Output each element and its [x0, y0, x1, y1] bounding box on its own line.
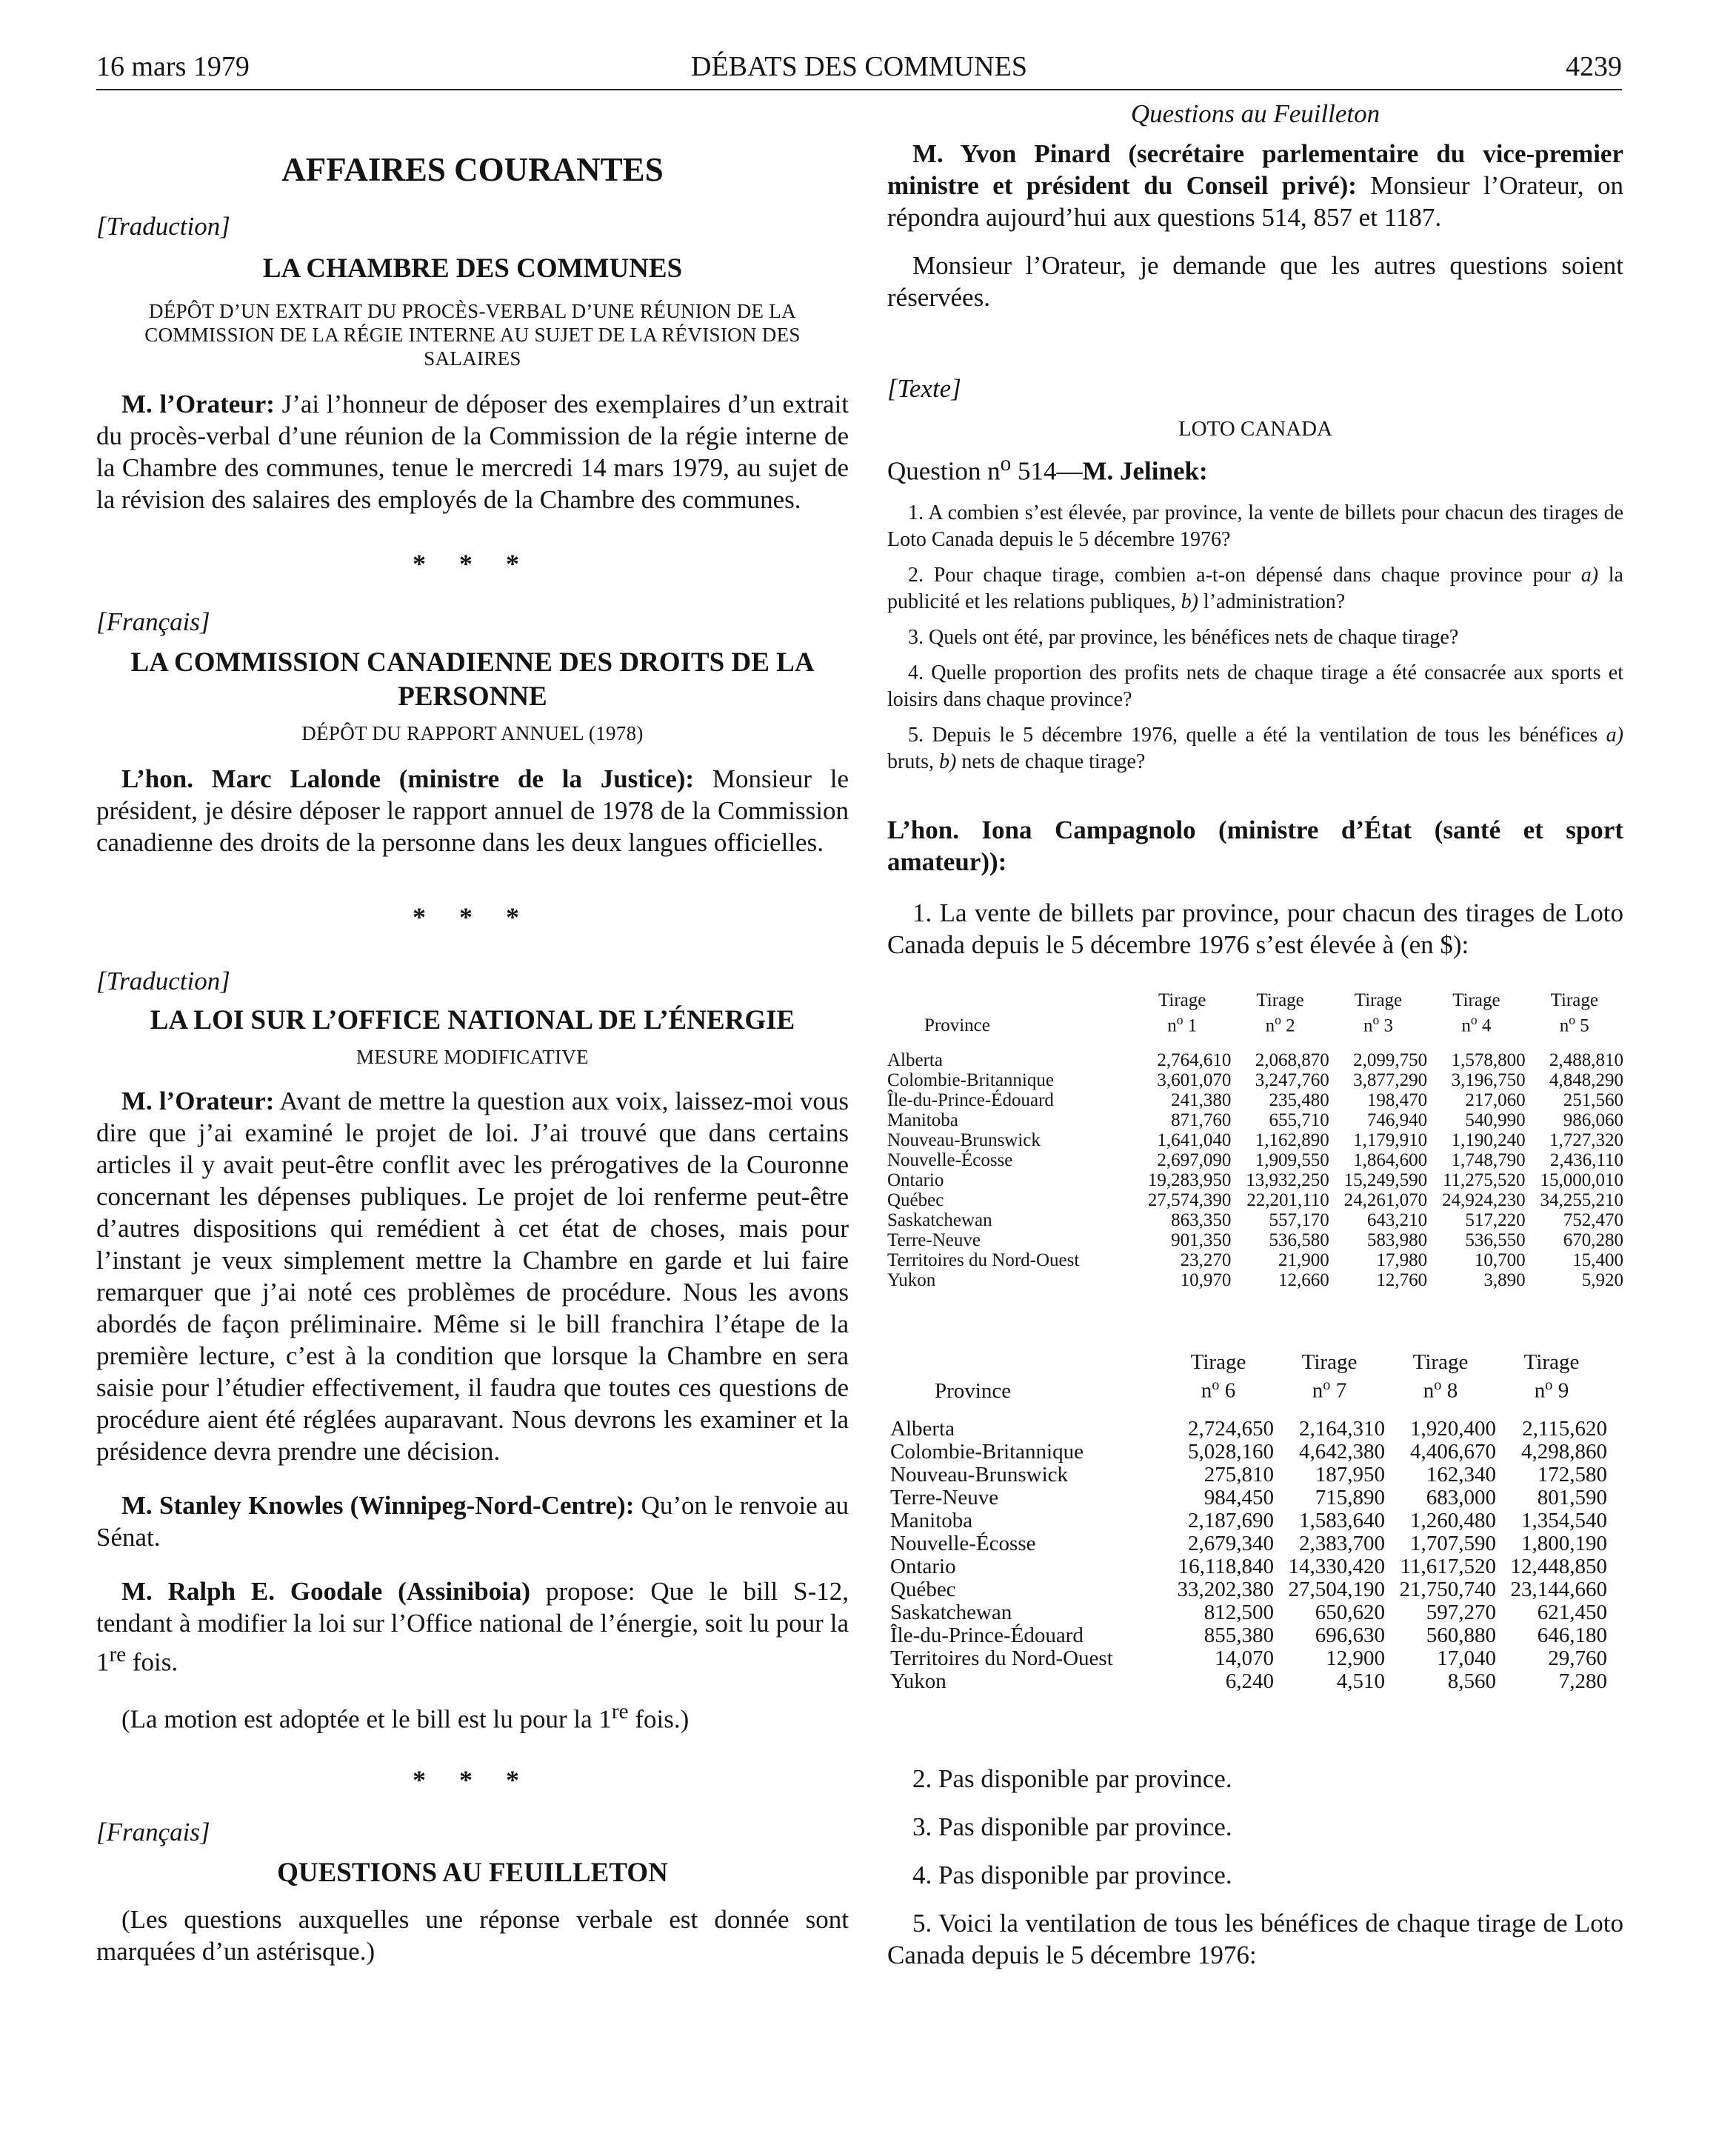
sales-value-cell: 13,932,250 [1246, 1170, 1329, 1190]
sales-value-cell: 583,980 [1366, 1230, 1428, 1250]
sales-value-cell: 10,970 [1180, 1269, 1232, 1290]
tirage-header [1329, 990, 1427, 1035]
speaker-name: M. Ralph E. Goodale (Assiniboia) [121, 1577, 531, 1606]
question-label: Question n [887, 456, 1001, 486]
sales-value-cell: 8,560 [1447, 1669, 1496, 1693]
sales-value-cell: 2,383,700 [1299, 1531, 1385, 1555]
language-marker: [Français] [96, 1818, 210, 1847]
question-3: 3. Quels ont été, par province, les bénéfices nets de chaque tirage? [908, 625, 1459, 649]
tirage-number [1274, 1374, 1385, 1403]
section-separator: * * * [413, 1765, 533, 1795]
table-row [887, 1230, 1623, 1250]
tirage-number [1427, 1010, 1525, 1035]
speaker-name: L’hon. Marc Lalonde (ministre de la Justice): [121, 764, 695, 793]
province-cell: Yukon [887, 1269, 936, 1290]
sales-value-cell: 2,187,690 [1188, 1508, 1274, 1532]
q2-b: b) [1181, 590, 1198, 613]
sales-value-cell: 21,900 [1278, 1250, 1329, 1270]
number-value: 5 [1575, 1015, 1589, 1035]
sales-value-cell: 536,580 [1269, 1230, 1329, 1250]
paragraph-asterisk-note: (Les questions auxquelles une réponse verbale est donnée sont marquées d’un astérisque.) [96, 1905, 849, 1966]
sales-value-cell: 187,950 [1315, 1462, 1385, 1487]
paragraph-orateur-1 [96, 388, 849, 516]
province-cell: Yukon [890, 1669, 947, 1693]
province-cell: Ontario [887, 1170, 944, 1190]
table-row [890, 1624, 1607, 1647]
tirage-label: Tirage [1523, 1349, 1580, 1374]
section-separator: * * * [413, 549, 533, 578]
speech-text: J’ai l’honneur de déposer des exemplaires d’un extrait du procès-verbal d’une réunion de la Commission de la régie interne de la Chambre des communes, tenue le mercredi 14 mars 1979, au sujet de la révision des salaires des employés de la Chambre des communes. [96, 390, 849, 514]
sales-value-cell: 536,550 [1465, 1230, 1526, 1250]
sales-value-cell: 3,196,750 [1451, 1070, 1526, 1090]
sales-value-cell: 6,240 [1225, 1669, 1274, 1693]
speaker-name: M. Yvon Pinard (secrétaire parlementaire du vice-premier ministre et président du Conseil privé): [887, 139, 1623, 200]
sales-value-cell: 172,580 [1537, 1462, 1607, 1487]
province-cell: Île-du-Prince-Édouard [890, 1623, 1084, 1647]
sales-value-cell: 1,727,320 [1549, 1130, 1623, 1150]
answer-5: 5. Voici la ventilation de tous les bénéfices de chaque tirage de Loto Canada depuis le 5 décembre 1976: [887, 1908, 1623, 1969]
number-value: 8 [1441, 1378, 1458, 1403]
province-cell: Île-du-Prince-Édouard [887, 1090, 1054, 1110]
answer-2: 2. Pas disponible par province. [912, 1764, 1232, 1793]
paragraph-motion [96, 1696, 849, 1735]
table-row [890, 1601, 1607, 1624]
speech-text: Monsieur l’Orateur, on répondra aujourd’hui aux questions 514, 857 et 1187. [887, 171, 1623, 232]
province-cell: Colombie-Britannique [887, 1070, 1054, 1090]
superscript: o [1323, 1376, 1331, 1393]
number-value: 4 [1477, 1015, 1492, 1035]
answer-1: 1. La vente de billets par province, pour chacun des tirages de Loto Canada depuis le 5 décembre 1976 s’est élevée à (en $): [887, 898, 1623, 959]
number-value: 6 [1219, 1378, 1236, 1403]
header-title: DÉBATS DES COMMUNES [691, 51, 1027, 82]
sales-value-cell: 24,261,070 [1343, 1190, 1428, 1210]
q2-text-end: l’administration? [1198, 590, 1346, 613]
sales-value-cell: 696,630 [1315, 1623, 1385, 1647]
right-column [887, 99, 1623, 1971]
sales-value-cell: 7,280 [1558, 1669, 1607, 1693]
province-cell: Nouvelle-Écosse [890, 1531, 1036, 1555]
sales-value-cell: 1,864,600 [1353, 1150, 1428, 1170]
sales-value-cell: 984,450 [1203, 1485, 1274, 1509]
sales-value-cell: 14,330,420 [1288, 1554, 1385, 1578]
province-cell: Terre-Neuve [887, 1230, 981, 1250]
superscript: re [109, 1643, 127, 1666]
sales-value-cell: 1,162,890 [1255, 1130, 1329, 1150]
tirage-header [1231, 990, 1329, 1035]
tirage-number [1329, 1010, 1427, 1035]
speech-text-end: fois. [126, 1647, 178, 1677]
speech-text: propose: Que le bill S-12, tendant à modifier la loi sur l’Office national de l’énergie, soit lu pour la 1 [96, 1577, 849, 1677]
sales-value-cell: 1,920,400 [1410, 1416, 1496, 1441]
tirage-header [1385, 1351, 1496, 1403]
tirage-label: Tirage [1550, 990, 1598, 1010]
province-cell: Colombie-Britannique [890, 1439, 1084, 1464]
table-row [890, 1464, 1607, 1487]
speaker-name: M. l’Orateur: [121, 390, 275, 418]
table-row [887, 1110, 1623, 1130]
sales-value-cell: 241,380 [1171, 1090, 1232, 1110]
table-row [887, 1070, 1623, 1090]
tirage-number [1496, 1374, 1607, 1403]
sales-value-cell: 11,275,520 [1442, 1170, 1526, 1190]
answer-4: 4. Pas disponible par province. [912, 1860, 1232, 1889]
sales-value-cell: 2,697,090 [1157, 1150, 1232, 1170]
tirage-label: Tirage [1256, 990, 1304, 1010]
superscript: o [1000, 452, 1012, 476]
sales-value-cell: 235,480 [1269, 1090, 1329, 1110]
number-prefix: n [1265, 1015, 1275, 1035]
sales-value-cell: 24,924,230 [1442, 1190, 1526, 1210]
q2-text-mid: la publicité et les relations publiques, [887, 563, 1623, 613]
number-prefix: n [1423, 1378, 1435, 1403]
sales-value-cell: 27,504,190 [1288, 1577, 1385, 1601]
table-row [887, 1035, 1623, 1070]
sales-value-cell: 1,179,910 [1353, 1130, 1428, 1150]
q2-text: 2. Pour chaque tirage, combien a-t-on dépensé dans chaque province pour [908, 563, 1581, 587]
sales-value-cell: 12,448,850 [1510, 1554, 1607, 1578]
sales-value-cell: 14,070 [1215, 1646, 1274, 1670]
province-cell: Nouveau-Brunswick [887, 1130, 1041, 1150]
province-header: Province [935, 1378, 1012, 1403]
province-cell: Alberta [890, 1416, 955, 1441]
sales-value-cell: 162,340 [1426, 1462, 1496, 1487]
sales-value-cell: 275,810 [1203, 1462, 1274, 1487]
tirage-header [1427, 990, 1525, 1035]
number-prefix: n [1534, 1378, 1546, 1403]
sales-value-cell: 1,707,590 [1410, 1531, 1496, 1555]
sales-value-cell: 855,380 [1203, 1623, 1274, 1647]
sales-value-cell: 2,068,870 [1255, 1050, 1329, 1070]
province-cell: Saskatchewan [887, 1210, 992, 1230]
table-row [890, 1555, 1607, 1578]
table-header-row [890, 1351, 1607, 1403]
tirage-header [1496, 1351, 1607, 1403]
sales-value-cell: 1,190,240 [1451, 1130, 1526, 1150]
heading-questions: QUESTIONS AU FEUILLETON [277, 1858, 668, 1889]
language-marker: [Français] [96, 607, 210, 636]
sales-value-cell: 2,164,310 [1299, 1416, 1385, 1441]
sales-value-cell: 21,750,740 [1399, 1577, 1496, 1601]
superscript: o [1372, 1012, 1380, 1027]
sales-value-cell: 752,470 [1563, 1210, 1623, 1230]
tirage-label: Tirage [1412, 1349, 1469, 1374]
question-4: 4. Quelle proportion des profits nets de chaque tirage a été consacrée aux sports et loisirs dans chaque province? [887, 661, 1623, 711]
superscript: o [1434, 1376, 1442, 1393]
tirage-label: Tirage [1158, 990, 1206, 1010]
superscript: o [1545, 1376, 1553, 1393]
question-2 [887, 562, 1623, 615]
sales-value-cell: 22,201,110 [1246, 1190, 1329, 1210]
table-row [890, 1647, 1607, 1670]
subheading-depot: DÉPÔT D’UN EXTRAIT DU PROCÈS-VERBAL D’UNE RÉUNION DE LA COMMISSION DE LA RÉGIE INTERNE AU SUJET DE LA RÉVISION DES SALAIRES [144, 300, 801, 370]
sales-value-cell: 812,500 [1203, 1600, 1274, 1624]
table-row [890, 1403, 1607, 1441]
running-header [96, 46, 1622, 90]
sales-value-cell: 871,760 [1171, 1110, 1232, 1130]
sales-value-cell: 1,583,640 [1299, 1508, 1385, 1532]
translation-marker: [Traduction] [96, 212, 230, 241]
paragraph-reserve: Monsieur l’Orateur, je demande que les autres questions soient réservées. [887, 251, 1623, 312]
superscript: re [611, 1699, 629, 1724]
tirage-number [1526, 1010, 1623, 1035]
sales-table-1 [887, 990, 1623, 1290]
sales-value-cell: 643,210 [1366, 1210, 1428, 1230]
table-row [887, 1210, 1623, 1230]
table-row [890, 1670, 1607, 1693]
number-value: 2 [1281, 1015, 1295, 1035]
province-cell: Territoires du Nord-Ouest [890, 1646, 1113, 1670]
province-cell: Québec [890, 1577, 956, 1601]
table-2-body [890, 1403, 1607, 1693]
sales-value-cell: 12,660 [1278, 1269, 1329, 1290]
sales-value-cell: 655,710 [1269, 1110, 1329, 1130]
sales-value-cell: 23,270 [1180, 1250, 1232, 1270]
sales-value-cell: 4,298,860 [1521, 1439, 1607, 1464]
running-head: Questions au Feuilleton [1130, 99, 1381, 128]
sales-value-cell: 560,880 [1426, 1623, 1496, 1647]
number-prefix: n [1312, 1378, 1323, 1403]
header-date: 16 mars 1979 [96, 51, 250, 82]
province-cell: Manitoba [887, 1110, 958, 1130]
number-value: 7 [1330, 1378, 1347, 1403]
text-marker: [Texte] [887, 374, 961, 403]
sales-value-cell: 2,436,110 [1549, 1150, 1623, 1170]
tirage-header [1163, 1351, 1274, 1403]
sales-value-cell: 15,249,590 [1343, 1170, 1428, 1190]
table-row [887, 1130, 1623, 1150]
number-value: 9 [1552, 1378, 1569, 1403]
speech-text: Avant de mettre la question aux voix, laissez-moi vous dire que j’ai examiné le projet de loi. J’ai trouvé que dans certains articles il y avait peut-être conflit avec les prérogatives de la Couronne concernant les dépenses publiques. Le projet de loi renferme peut-être d’autres dispositions qui remédient à cet état de choses, mais pour l’instant je veux simplement mettre la Chambre en garde et lui faire remarquer que j’ai noté ces problèmes de procédure. Nous les avons abordés de façon préliminaire. Même si le bill franchira l’étape de la première lecture, c’est à la condition que lorsque la Chambre en sera saisie pour l’étudier effectivement, il faudra que toutes ces questions de procédure aient été réglées auparavant. Nous devrons les examiner et la présidence devra prendre une décision. [96, 1087, 849, 1466]
paragraph-lalonde [96, 763, 849, 858]
sales-value-cell: 2,115,620 [1522, 1416, 1607, 1441]
sales-value-cell: 10,700 [1474, 1250, 1526, 1270]
heading-commission: LA COMMISSION CANADIENNE DES DROITS DE LA PERSONNE [130, 647, 815, 712]
question-5 [887, 722, 1623, 775]
sales-table-2 [890, 1351, 1607, 1693]
sales-value-cell: 4,642,380 [1299, 1439, 1385, 1464]
heading-loi: LA LOI SUR L’OFFICE NATIONAL DE L’ÉNERGIE [150, 1005, 795, 1035]
superscript: o [1470, 1012, 1478, 1027]
sales-value-cell: 1,909,550 [1255, 1150, 1329, 1170]
sales-value-cell: 3,890 [1483, 1269, 1526, 1290]
sales-value-cell: 2,764,610 [1157, 1050, 1232, 1070]
table-row [887, 1250, 1623, 1270]
speech-text: Monsieur le président, je désire déposer le rapport annuel de 1978 de la Commission canadienne des droits de la personne dans les deux langues officielles. [96, 764, 849, 857]
speaker-name: M. l’Orateur: [121, 1087, 275, 1115]
province-cell: Ontario [890, 1554, 956, 1578]
table-row [890, 1509, 1607, 1532]
sales-value-cell: 251,560 [1563, 1090, 1623, 1110]
province-cell: Manitoba [890, 1508, 973, 1532]
table-row [890, 1578, 1607, 1601]
number-prefix: n [1167, 1015, 1177, 1035]
province-cell: Terre-Neuve [890, 1485, 999, 1509]
superscript: o [1212, 1376, 1220, 1393]
number-value: 3 [1379, 1015, 1393, 1035]
sales-value-cell: 15,000,010 [1540, 1170, 1623, 1190]
tirage-number [1231, 1010, 1329, 1035]
q5-text-mid: bruts, [887, 750, 939, 773]
question-heading [887, 452, 1623, 487]
sales-value-cell: 2,488,810 [1549, 1050, 1623, 1070]
sales-value-cell: 621,450 [1537, 1600, 1607, 1624]
superscript: o [1275, 1012, 1281, 1027]
sales-value-cell: 19,283,950 [1147, 1170, 1232, 1190]
sales-value-cell: 1,260,480 [1410, 1508, 1496, 1532]
page-number: 4239 [1566, 51, 1622, 82]
question-1: 1. A combien s’est élevée, par province, la vente de billets pour chacun des tirages de Loto Canada depuis le 5 décembre 1976? [887, 501, 1623, 551]
table-row [887, 1170, 1623, 1190]
sales-value-cell: 801,590 [1537, 1485, 1607, 1509]
speech-text: Qu’on le renvoie au Sénat. [96, 1491, 849, 1552]
paragraph-orateur-2 [96, 1085, 849, 1467]
number-value: 1 [1183, 1015, 1198, 1035]
tirage-label: Tirage [1190, 1349, 1246, 1374]
table-1-header [887, 990, 1623, 1035]
table-row [890, 1532, 1607, 1555]
table-row [890, 1487, 1607, 1509]
province-cell: Alberta [887, 1050, 943, 1070]
q5-b: b) [939, 750, 957, 773]
subheading-mesure: MESURE MODIFICATIVE [356, 1046, 589, 1068]
province-cell: Saskatchewan [890, 1600, 1012, 1624]
sales-value-cell: 901,350 [1171, 1230, 1232, 1250]
table-2-header [890, 1351, 1607, 1403]
sales-value-cell: 597,270 [1426, 1600, 1496, 1624]
sales-value-cell: 3,877,290 [1353, 1070, 1428, 1090]
left-column [96, 102, 849, 1967]
sales-value-cell: 1,578,800 [1451, 1050, 1526, 1070]
tirage-number [1163, 1374, 1274, 1403]
sales-value-cell: 2,679,340 [1188, 1531, 1274, 1555]
tirage-label: Tirage [1301, 1349, 1358, 1374]
sales-value-cell: 1,641,040 [1157, 1130, 1232, 1150]
sales-value-cell: 11,617,520 [1400, 1554, 1496, 1578]
table-row [887, 1270, 1623, 1290]
question-number: 514— [1011, 456, 1083, 486]
sales-value-cell: 4,848,290 [1549, 1070, 1623, 1090]
sales-value-cell: 557,170 [1269, 1210, 1329, 1230]
table-header-row [887, 990, 1623, 1035]
heading-loto-canada: LOTO CANADA [1178, 417, 1333, 441]
sales-value-cell: 4,510 [1336, 1669, 1385, 1693]
translation-marker: [Traduction] [96, 967, 230, 995]
sales-value-cell: 540,990 [1465, 1110, 1526, 1130]
superscript: o [1176, 1012, 1184, 1027]
province-cell: Nouveau-Brunswick [890, 1462, 1069, 1487]
answer-speaker: L’hon. Iona Campagnolo (ministre d’État (santé et sport amateur)): [887, 815, 1623, 876]
sales-value-cell: 2,724,650 [1188, 1416, 1274, 1441]
sales-value-cell: 12,760 [1376, 1269, 1428, 1290]
sales-value-cell: 198,470 [1366, 1090, 1428, 1110]
table-row [887, 1190, 1623, 1210]
q5-text: 5. Depuis le 5 décembre 1976, quelle a été la ventilation de tous les bénéfices [908, 723, 1606, 747]
sales-value-cell: 4,406,670 [1410, 1439, 1496, 1464]
heading-chambre: LA CHAMBRE DES COMMUNES [262, 253, 683, 284]
sales-value-cell: 17,040 [1437, 1646, 1496, 1670]
sales-value-cell: 34,255,210 [1540, 1190, 1623, 1210]
sales-value-cell: 986,060 [1563, 1110, 1623, 1130]
sales-value-cell: 33,202,380 [1177, 1577, 1274, 1601]
sales-value-cell: 15,400 [1572, 1250, 1623, 1270]
sales-value-cell: 863,350 [1171, 1210, 1232, 1230]
answer-3: 3. Pas disponible par province. [912, 1812, 1232, 1841]
sales-value-cell: 3,601,070 [1157, 1070, 1232, 1090]
tirage-number [1385, 1374, 1496, 1403]
sales-value-cell: 715,890 [1315, 1485, 1385, 1509]
number-prefix: n [1559, 1015, 1569, 1035]
province-header: Province [924, 1015, 990, 1035]
superscript: o [1569, 1012, 1576, 1027]
province-cell: Québec [887, 1190, 944, 1210]
q5-text-end: nets de chaque tirage? [956, 750, 1146, 773]
sales-value-cell: 23,144,660 [1510, 1577, 1607, 1601]
paragraph-pinard [887, 138, 1623, 233]
tirage-header [1274, 1351, 1385, 1403]
sales-value-cell: 29,760 [1548, 1646, 1607, 1670]
province-cell: Territoires du Nord-Ouest [887, 1250, 1080, 1270]
motion-text: (La motion est adoptée et le bill est lu pour la 1 [121, 1704, 612, 1734]
tirage-label: Tirage [1452, 990, 1500, 1010]
sales-value-cell: 17,980 [1376, 1250, 1428, 1270]
number-prefix: n [1461, 1015, 1471, 1035]
q2-a: a) [1580, 563, 1599, 587]
subheading-rapport: DÉPÔT DU RAPPORT ANNUEL (1978) [301, 722, 644, 744]
sales-value-cell: 1,800,190 [1521, 1531, 1607, 1555]
sales-value-cell: 217,060 [1465, 1090, 1526, 1110]
sales-value-cell: 517,220 [1465, 1210, 1526, 1230]
question-author: M. Jelinek: [1082, 456, 1208, 486]
sales-value-cell: 646,180 [1537, 1623, 1607, 1647]
sales-value-cell: 1,748,790 [1451, 1150, 1526, 1170]
section-separator: * * * [413, 902, 533, 932]
paragraph-knowles [96, 1489, 849, 1553]
number-prefix: n [1363, 1015, 1373, 1035]
sales-value-cell: 1,354,540 [1521, 1508, 1607, 1532]
province-cell: Nouvelle-Écosse [887, 1150, 1013, 1170]
sales-value-cell: 3,247,760 [1255, 1070, 1329, 1090]
tirage-header [1133, 990, 1231, 1035]
q5-a: a) [1606, 723, 1623, 747]
table-1-body [887, 1035, 1623, 1290]
sales-value-cell: 2,099,750 [1353, 1050, 1428, 1070]
table-row [887, 1150, 1623, 1170]
sales-value-cell: 670,280 [1563, 1230, 1623, 1250]
sales-value-cell: 650,620 [1315, 1600, 1385, 1624]
paragraph-goodale [96, 1575, 849, 1678]
sales-value-cell: 16,118,840 [1178, 1554, 1274, 1578]
sales-value-cell: 746,940 [1366, 1110, 1428, 1130]
number-prefix: n [1201, 1378, 1212, 1403]
sales-value-cell: 5,028,160 [1188, 1439, 1274, 1464]
sales-value-cell: 5,920 [1581, 1269, 1623, 1290]
table-row [887, 1090, 1623, 1110]
sales-value-cell: 27,574,390 [1147, 1190, 1232, 1210]
sales-value-cell: 683,000 [1426, 1485, 1496, 1509]
tirage-label: Tirage [1354, 990, 1403, 1010]
tirage-header [1526, 990, 1623, 1035]
sales-value-cell: 12,900 [1326, 1646, 1385, 1670]
speaker-name: M. Stanley Knowles (Winnipeg-Nord-Centre): [121, 1491, 635, 1520]
motion-text-end: fois.) [628, 1704, 690, 1734]
table-row [890, 1441, 1607, 1464]
section-title: AFFAIRES COURANTES [281, 151, 664, 188]
tirage-number [1133, 1010, 1231, 1035]
